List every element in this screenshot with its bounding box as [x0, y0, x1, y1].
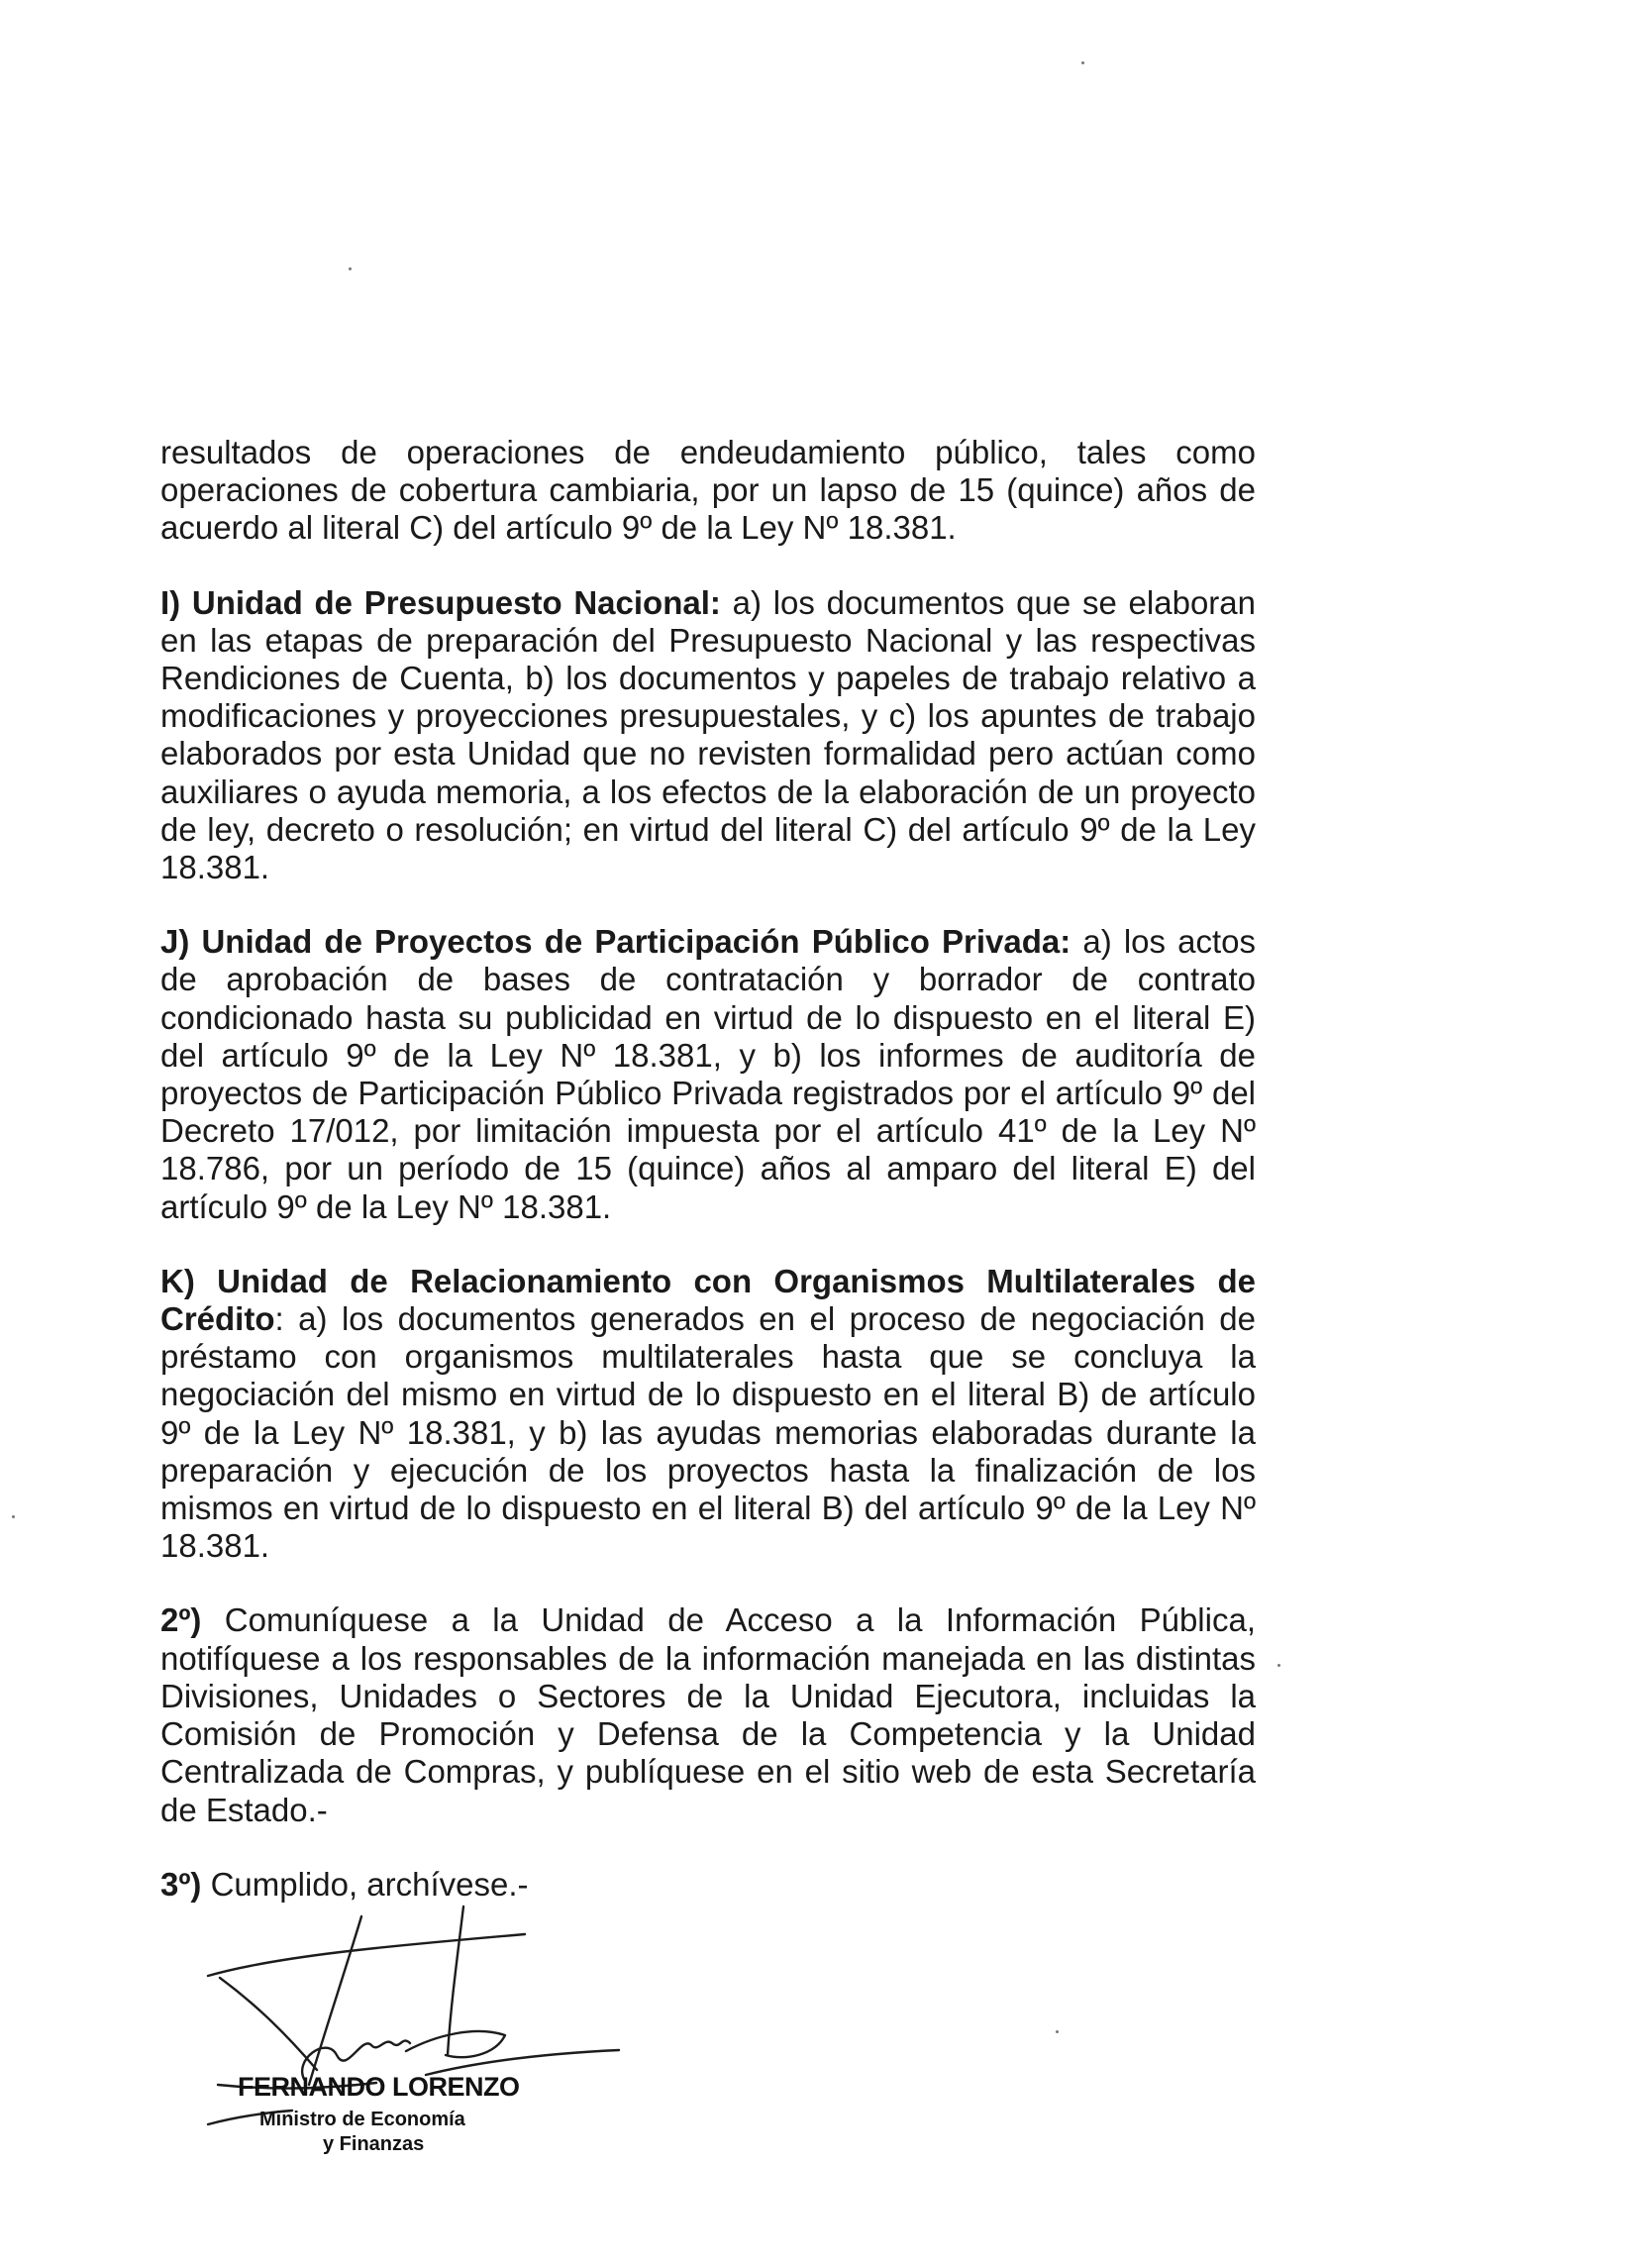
article-3-body: Cumplido, archívese.- — [201, 1865, 529, 1903]
signatory-title-line2: y Finanzas — [323, 2133, 425, 2155]
section-j — [160, 923, 1256, 1226]
paragraph-continuation — [160, 434, 1256, 548]
scan-speck — [1081, 61, 1084, 64]
section-i-heading: I) Unidad de Presupuesto Nacional: — [160, 583, 721, 621]
signatory-title — [259, 2108, 465, 2157]
signatory-name: FERNANDO LORENZO — [238, 2072, 520, 2102]
section-i — [160, 584, 1256, 887]
section-j-body: a) los actos de aprobación de bases de contratación y borrador de contrato condicionado hasta su publicidad en virtud de lo dispuesto en el literal E) del artículo 9º de la Ley Nº 18.381, y b) los informes de auditoría de proyectos de Participación Público Privada registrados por el artículo 9º del Decreto 17/012, por limitación impuesta por el artículo 41º de la Ley Nº 18.786, por un período de 15 (quince) años al amparo del literal E) del artículo 9º de la Ley Nº 18.381. — [160, 923, 1256, 1225]
section-i-body: a) los documentos que se elaboran en las etapas de preparación del Presupuesto Nacional y las respectivas Rendiciones de Cuenta, b) los documentos y papeles de trabajo relativo a modificaciones y proyecciones presupuestales, y c) los apuntes de trabajo elaborados por esta Unidad que no revisten formalidad pero actúan como auxiliares o ayuda memoria, a los efectos de la elaboración de un proyecto de ley, decreto o resolución; en virtud del literal C) del artículo 9º de la Ley 18.381. — [160, 583, 1256, 886]
section-k-heading: K) Unidad de Relacionamiento con Organismos Multilaterales de Crédito — [160, 1262, 1256, 1338]
section-j-heading: J) Unidad de Proyectos de Participación Público Privada: — [160, 923, 1071, 961]
article-2-number: 2º) — [160, 1601, 202, 1639]
article-3-number: 3º) — [160, 1865, 202, 1903]
scan-speck — [12, 1515, 15, 1518]
section-k — [160, 1263, 1256, 1566]
scan-speck — [1056, 2030, 1059, 2033]
article-2 — [160, 1601, 1256, 1828]
signatory-title-line1: Ministro de Economía — [259, 2109, 465, 2130]
scan-speck — [1277, 1664, 1280, 1667]
paragraph-continuation-text: resultados de operaciones de endeudamiento público, tales como operaciones de cobertura cambiaria, por un lapso de 15 (quince) años de acuerdo al literal C) del artículo 9º de la Ley Nº 18.381. — [160, 434, 1256, 547]
article-2-body: Comuníquese a la Unidad de Acceso a la Información Pública, notifíquese a los responsables de la información manejada en las distintas Divisiones, Unidades o Sectores de la Unidad Ejecutora, incluidas la Comisión de Promoción y Defensa de la Competencia y la Unidad Centralizada de Compras, y publíquese en el sitio web de esta Secretaría de Estado.- — [160, 1601, 1256, 1828]
scan-speck — [349, 267, 352, 270]
document-body — [160, 434, 1256, 1940]
section-k-body: : a) los documentos generados en el proceso de negociación de préstamo con organismos multilaterales hasta que se concluya la negociación del mismo en virtud de lo dispuesto en el literal B) de artículo 9º de la Ley Nº 18.381, y b) las ayudas memorias elaboradas durante la preparación y ejecución de los proyectos hasta la finalización de los mismos en virtud de lo dispuesto en el literal B) del artículo 9º de la Ley Nº 18.381. — [160, 1300, 1256, 1565]
